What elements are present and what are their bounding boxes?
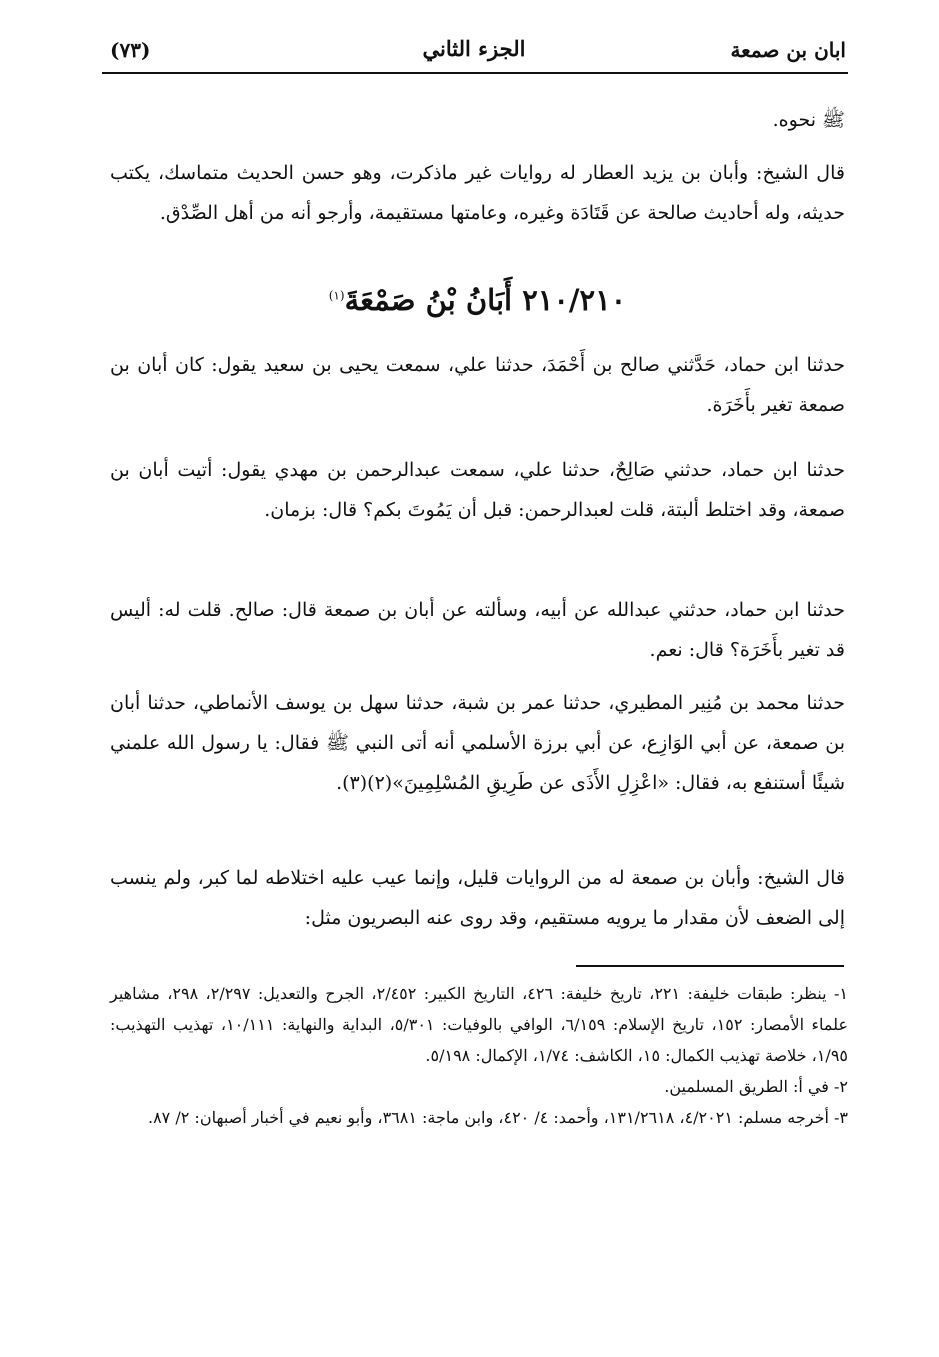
paragraph: قال الشيخ: وأبان بن صمعة له من الروايات قليل، وإنما عيب عليه اختلاطه لما كبر، ولم ينسب إلى الضعف لأن مقدار ما يرويه مستقيم، وقد روى عنه البصريون مثل: <box>110 867 845 929</box>
entry-name: أَبَانُ بْنُ صَمْعَةَ <box>344 283 513 317</box>
sheikh-comment-2 <box>110 858 845 938</box>
footnote-text: أخرجه مسلم: ٤/٢٠٢١، ١٣١/٢٦١٨، وأحمد: ٤/ ٤٢٠، وابن ماجة: ٣٦٨١، وأبو نعيم في أخبار أصبهان: ٢/ ٨٧. <box>147 1108 829 1127</box>
paragraph: حدثنا ابن حماد، حدثني عبدالله عن أبيه، وسألته عن أبان بن صمعة قال: صالح. قلت له: أليس قد تغير بأَخَرَة؟ قال: نعم. <box>110 599 845 661</box>
running-title: ابان بن صمعة <box>730 38 846 62</box>
continuation-line: ﷺ نحوه. <box>772 109 845 131</box>
narration-1 <box>110 345 845 425</box>
footnote-divider <box>576 965 844 967</box>
footnote-3 <box>110 1102 848 1133</box>
entry-heading <box>110 283 845 317</box>
page-number: (٧٣) <box>110 38 151 62</box>
entry-number: ٢١٠/٢١٠ <box>522 283 627 317</box>
paragraph: قال الشيخ: وأبان بن يزيد العطار له روايات غير ماذكرت، وهو حسن الحديث متماسك، يكتب حديثه، وله أحاديث صالحة عن قَتَادَة وغيره، وعامتها مستقيمة، وأرجو أنه من أهل الصِّدْق. <box>110 162 845 224</box>
paragraph: حدثنا ابن حماد، حدثني صَالِحٌ، حدثنا علي، سمعت عبدالرحمن بن مهدي يقول: أتيت أبان بن صمعة، وقد اختلط ألبتة، قلت لعبدالرحمن: قبل أن يَمُوتَ بكم؟ قال: بزمان. <box>110 459 845 521</box>
narration-3 <box>110 590 845 670</box>
footnote-2 <box>110 1071 848 1102</box>
page-header <box>100 30 848 70</box>
paragraph: حدثنا محمد بن مُنِير المطيري، حدثنا عمر بن شبة، حدثنا سهل بن يوسف الأنماطي، حدثنا أبان بن صمعة، عن أبي الوَازِع، عن أبي برزة الأسلمي أنه أتى النبي ﷺ فقال: يا رسول الله علمني شيئًا أستنفع به، فقال: «اعْزِلِ الأَذَى عن طَرِيقِ المُسْلِمِينَ»(٢)(٣). <box>110 692 845 794</box>
narration-2 <box>110 450 845 530</box>
footnote-label: ١- <box>834 984 848 1003</box>
narration-4 <box>110 683 845 803</box>
sheikh-comment-1 <box>110 153 845 233</box>
footnote-label: ٣- <box>834 1108 848 1127</box>
footnote-1 <box>110 978 848 1071</box>
paragraph: حدثنا ابن حماد، حَدَّثني صالح بن أَحْمَدَ، حدثنا علي، سمعت يحيى بن سعيد يقول: كان أبان بن صمعة تغير بأَخَرَة. <box>110 354 845 416</box>
header-divider <box>102 72 848 74</box>
footnote-text: في أ: الطريق المسلمين. <box>664 1077 829 1096</box>
footnotes <box>110 978 848 1133</box>
body-top-line <box>110 100 845 140</box>
footnote-text: ينظر: طبقات خليفة: ٢٢١، تاريخ خليفة: ٤٢٦، التاريخ الكبير: ٢/٤٥٢، الجرح والتعديل: ٢/٢٩٧، ٢٩٨، مشاهير علماء الأمصار: ١٥٢، تاريخ الإسلام: ٦/١٥٩، الوافي بالوفيات: ٥/٣٠١، البداية والنهاية: ١٠/١١١، تهذيب التهذيب: ١/٩٥، خلاصة تهذيب الكمال: ١٥، الكاشف: ١/٧٤، الإكمال: ٥/١٩٨. <box>110 984 849 1065</box>
entry-footnote-ref: (١) <box>328 288 345 303</box>
part-title: الجزء الثاني <box>422 36 526 61</box>
footnote-label: ٢- <box>834 1077 848 1096</box>
